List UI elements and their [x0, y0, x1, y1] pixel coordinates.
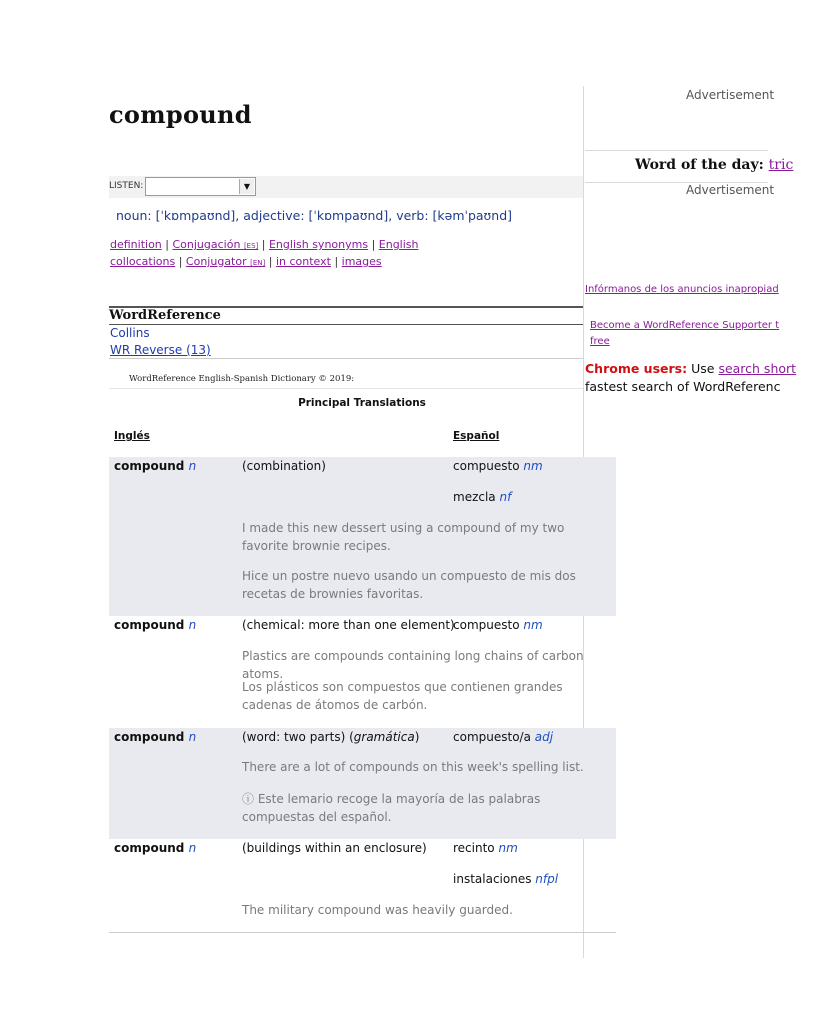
translation: instalaciones nfpl [453, 872, 559, 886]
supporter-link[interactable]: Become a WordReference Supporter t free [590, 320, 780, 347]
chrome-tail-text: fastest search of WordReferenc [585, 379, 781, 394]
example-spanish: ⓘ Este lemario recoge la mayoría de las palabras compuestas del español. [242, 792, 541, 824]
translation: mezcla nf [453, 490, 512, 504]
sense: (word: two parts) (gramática) [242, 730, 420, 744]
link-english-synonyms[interactable]: English synonyms [268, 238, 369, 251]
translation-entry [109, 728, 616, 839]
example-english: I made this new dessert using a compound of my two favorite brownie recipes. [242, 521, 565, 553]
link-conjugator[interactable]: Conjugator [EN] [185, 255, 266, 268]
sense: (buildings within an enclosure) [242, 841, 427, 855]
link-definition[interactable]: definition [110, 238, 162, 251]
listen-bar [109, 176, 583, 198]
translation: compuesto nm [453, 459, 543, 473]
divider [109, 388, 583, 389]
section-title: Principal Translations [298, 397, 426, 409]
example-english: The military compound was heavily guarded. [242, 903, 513, 917]
search-shortcut-link[interactable]: search short [718, 361, 797, 376]
wotd-label: Word of the day: [635, 157, 764, 173]
divider [585, 150, 768, 151]
listen-label: LISTEN: [109, 181, 144, 191]
link-conjugacion[interactable]: Conjugación [ES] [172, 238, 259, 251]
chrome-use-text: Use [691, 361, 715, 376]
advertisement-label: Advertisement [686, 183, 775, 197]
pronunciation: noun: [ˈkɒmpaʊnd], adjective: [ˈkɒmpaʊnd], verb: [kəmˈpaʊnd] [116, 208, 513, 223]
accent-select[interactable] [145, 177, 256, 196]
sense: (chemical: more than one element) [242, 618, 455, 632]
wordreference-heading: WordReference [109, 308, 221, 323]
link-images[interactable]: images [341, 255, 382, 268]
headword: compound n [114, 459, 197, 473]
example-spanish: Hice un postre nuevo usando un compuesto de mis dos recetas de brownies favoritas. [242, 569, 576, 601]
wr-reverse-link[interactable]: WR Reverse (13) [110, 343, 211, 357]
translation-entry [109, 616, 616, 728]
advertisement-label: Advertisement [686, 88, 775, 102]
chevron-down-icon[interactable]: ▼ [239, 179, 254, 194]
column-header-english: Inglés [114, 430, 150, 442]
chrome-tip [585, 360, 815, 396]
translation-entry [109, 457, 616, 616]
example-english: Plastics are compounds containing long chains of carbon atoms. [242, 649, 584, 681]
word-of-the-day [635, 157, 793, 173]
report-ads-link[interactable]: Infórmanos de los anuncios inapropiad [585, 284, 779, 295]
chrome-label: Chrome users: [585, 361, 688, 376]
translation-entry [109, 839, 616, 932]
translation: compuesto nm [453, 618, 543, 632]
related-links: definition | Conjugación [ES] | English synonyms | English collocations | Conjugator [EN] | in context | images [110, 238, 419, 268]
column-header-spanish: Español [453, 430, 500, 442]
collins-link[interactable]: Collins [110, 326, 150, 340]
wotd-link[interactable]: tric [768, 157, 794, 173]
headword: compound n [114, 730, 197, 744]
headword: compound n [114, 841, 197, 855]
example-spanish: Los plásticos son compuestos que contienen grandes cadenas de átomos de carbón. [242, 680, 563, 712]
headword: compound n [114, 618, 197, 632]
translation: compuesto/a adj [453, 730, 554, 744]
example-english: There are a lot of compounds on this week's spelling list. [242, 760, 584, 774]
divider [109, 324, 583, 325]
translation: recinto nm [453, 841, 518, 855]
page-title: compound [109, 100, 252, 129]
sense: (combination) [242, 459, 326, 473]
dictionary-credit: WordReference English-Spanish Dictionary © 2019: [129, 374, 355, 384]
link-english-collocations[interactable]: English collocations [110, 238, 419, 268]
link-in-context[interactable]: in context [275, 255, 331, 268]
divider [109, 358, 583, 359]
divider [109, 932, 616, 933]
